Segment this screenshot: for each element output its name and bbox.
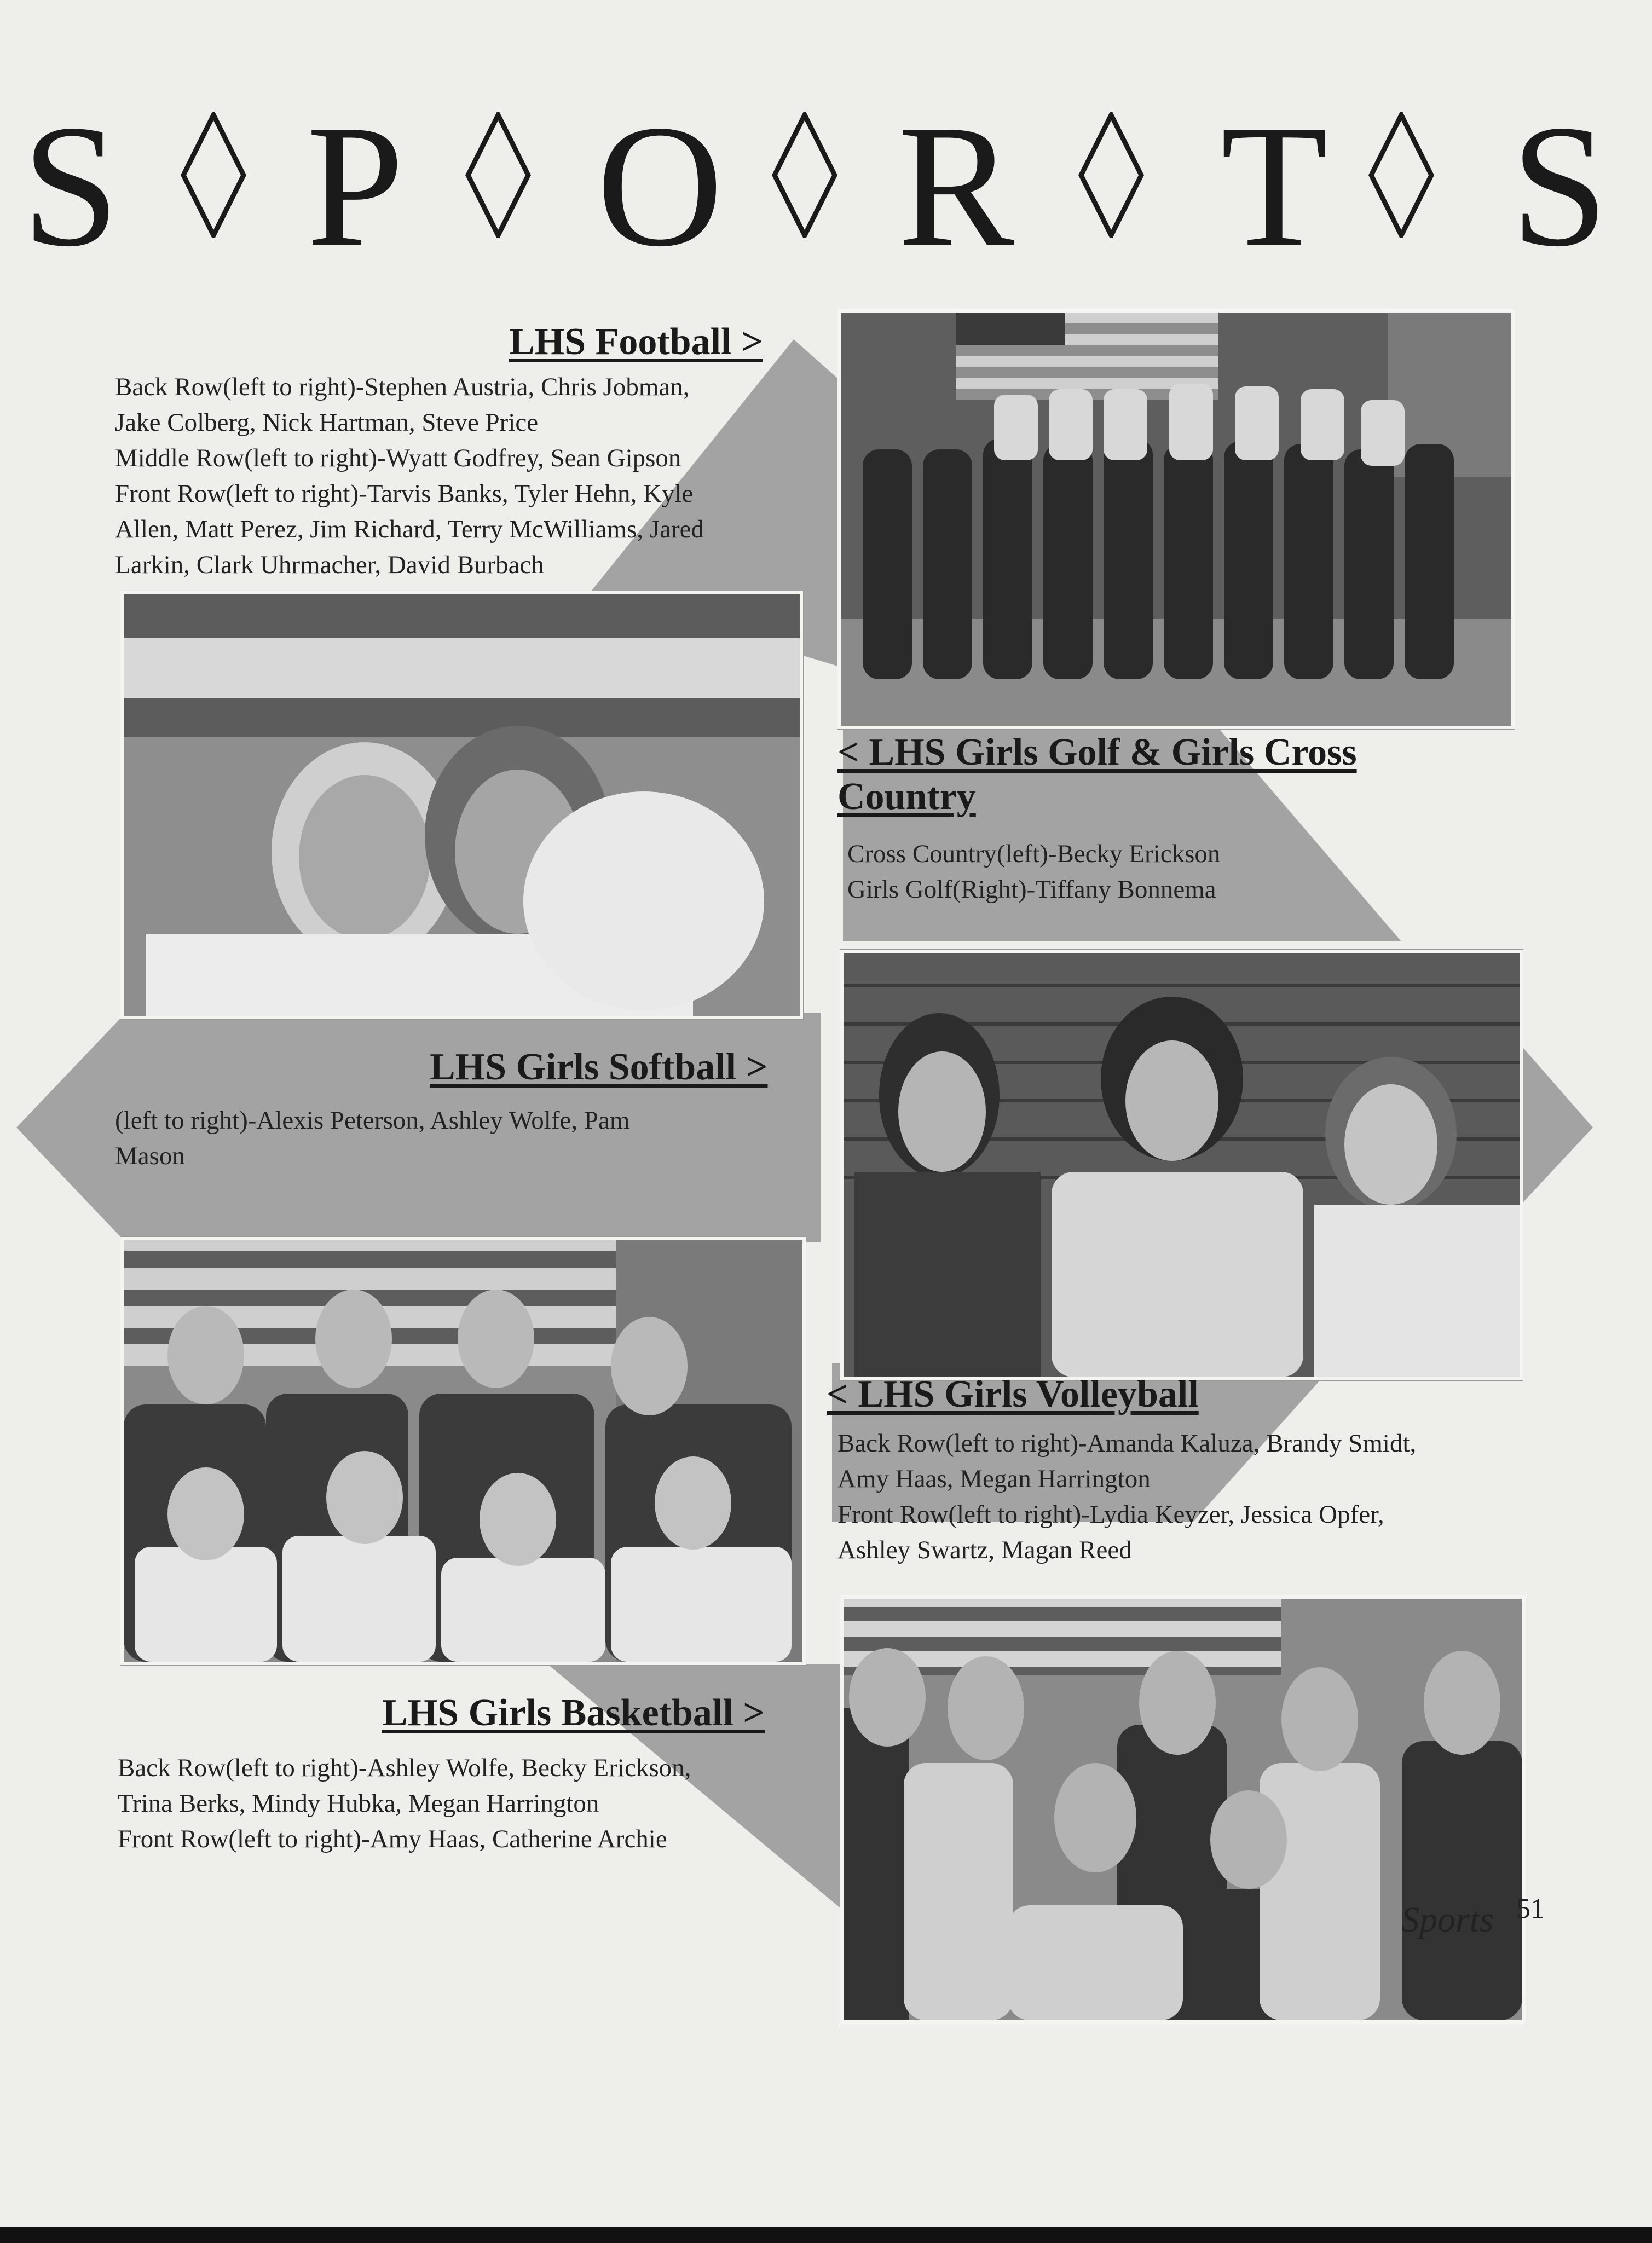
caption-line: Mason — [115, 1142, 185, 1170]
golf-title-line1: < LHS Girls Golf & Girls Cross — [837, 731, 1357, 773]
caption-line: Amy Haas, Megan Harrington — [837, 1465, 1151, 1493]
basketball-photo — [120, 1237, 806, 1665]
softball-caption — [115, 1103, 802, 1174]
golf-title — [837, 731, 1604, 819]
golf-title-line2: Country — [837, 775, 976, 818]
header-letter-s1: S — [22, 89, 119, 283]
golf-cross-country-photo — [120, 591, 803, 1019]
caption-line: Back Row(left to right)-Amanda Kaluza, Brandy Smidt, — [837, 1429, 1417, 1458]
football-title: LHS Football > — [509, 321, 763, 363]
footer-section-label: Sports — [1401, 1900, 1494, 1940]
caption-line: Front Row(left to right)-Tarvis Banks, Tyler Hehn, Kyle — [115, 479, 694, 508]
header-letter-o: O — [597, 89, 724, 283]
header-letter-r: R — [898, 89, 1015, 283]
caption-line: Jake Colberg, Nick Hartman, Steve Price — [115, 408, 539, 437]
bottom-edge-bar — [0, 2227, 1652, 2243]
caption-line: Larkin, Clark Uhrmacher, David Burbach — [115, 551, 544, 579]
header-letter-s2: S — [1511, 89, 1608, 283]
volleyball-title: < LHS Girls Volleyball — [827, 1373, 1199, 1415]
golf-caption — [847, 836, 1340, 907]
softball-photo — [840, 950, 1523, 1380]
volleyball-photo — [840, 1595, 1526, 2024]
page-number: 51 — [1516, 1893, 1545, 1924]
caption-line: (left to right)-Alexis Peterson, Ashley Wolfe, Pam — [115, 1106, 630, 1135]
caption-line: Front Row(left to right)-Amy Haas, Catherine Archie — [118, 1825, 667, 1853]
football-team-photo — [837, 309, 1515, 729]
header-letter-p: P — [307, 89, 404, 283]
caption-line: Front Row(left to right)-Lydia Keyzer, Jessica Opfer, — [837, 1500, 1384, 1529]
caption-line: Allen, Matt Perez, Jim Richard, Terry McWilliams, Jared — [115, 515, 704, 544]
basketball-caption — [118, 1750, 802, 1857]
caption-line: Middle Row(left to right)-Wyatt Godfrey, Sean Gipson — [115, 444, 681, 472]
arrow-volleyball-right — [1516, 1040, 1593, 1210]
football-caption — [115, 369, 796, 583]
caption-line: Trina Berks, Mindy Hubka, Megan Harrington — [118, 1789, 599, 1818]
caption-line: Cross Country(left)-Becky Erickson — [847, 840, 1221, 868]
caption-line: Back Row(left to right)-Ashley Wolfe, Becky Erickson, — [118, 1754, 691, 1782]
flag-shape — [124, 594, 800, 737]
basketball-title: LHS Girls Basketball > — [382, 1692, 765, 1734]
volleyball-caption — [837, 1426, 1524, 1568]
header-letter-t: T — [1221, 89, 1328, 283]
caption-line: Girls Golf(Right)-Tiffany Bonnema — [847, 875, 1216, 904]
caption-line: Back Row(left to right)-Stephen Austria, Chris Jobman, — [115, 373, 690, 401]
softball-title: LHS Girls Softball > — [430, 1046, 768, 1088]
caption-line: Ashley Swartz, Magan Reed — [837, 1536, 1132, 1564]
